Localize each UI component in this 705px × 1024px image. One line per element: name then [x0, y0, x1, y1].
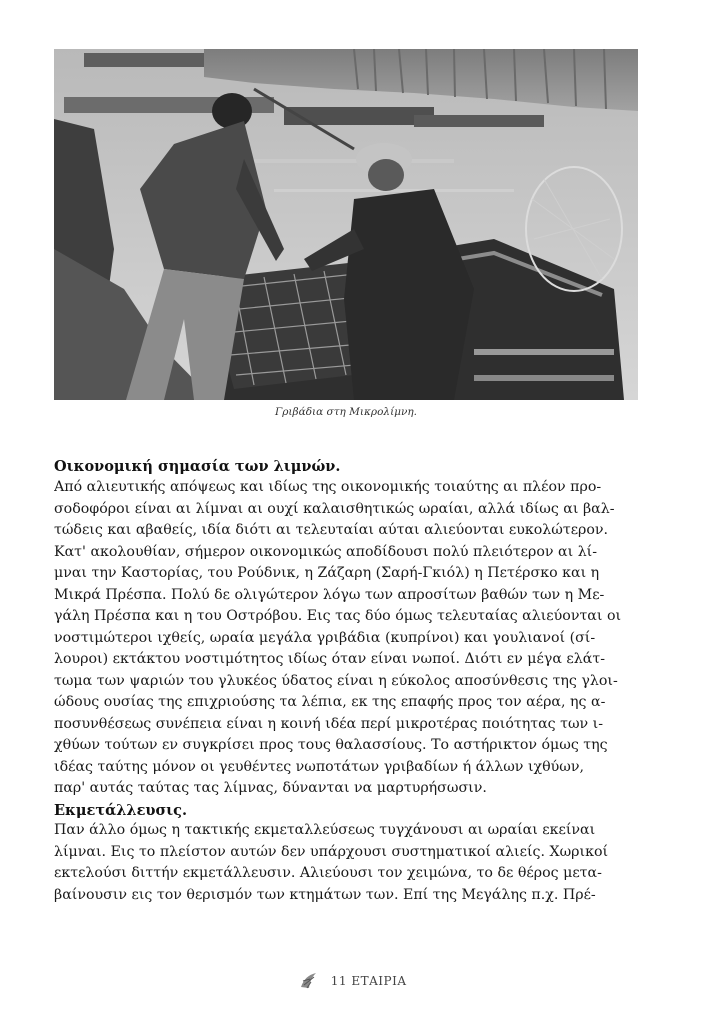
text-line: Παν άλλο όμως η τακτικής εκμεταλλεύσεως τυγχάνουσι αι ωραίαι εκείναι: [54, 822, 596, 838]
text-line: τώδεις και αβαθείς, ιδία διότι αι τελευταίαι αύται αλιεύονται ευκολώτερον.: [54, 522, 609, 538]
text-line: παρ' αυτάς ταύτας τας λίμνας, δύνανται να μαρτυρήσωσιν.: [54, 780, 487, 796]
text-line: Κατ' ακολουθίαν, σήμερον οικονομικώς αποδίδουσι πολύ πλειότερον αι λί-: [54, 543, 598, 560]
text-line: Από αλιευτικής απόψεως και ιδίως της οικονομικής τοιαύτης αι πλέον προ-: [54, 479, 602, 495]
section-body-exploitation: [54, 820, 639, 906]
section-body-economic: [54, 477, 639, 800]
text-line: εκτελούσι διττήν εκμετάλλευσιν. Αλιεύουσι τον χειμώνα, το δε θέρος μετα-: [54, 865, 602, 881]
emblem-icon: [298, 971, 320, 991]
text-line: Μικρά Πρέσπα. Πολύ δε ολιγώτερον λόγω των απροσίτων βαθών των η Με-: [54, 586, 605, 603]
page-footer: [0, 971, 705, 991]
text-line: σοδοφόροι είναι αι λίμναι αι ουχί καλαισθητικώς ωραίαι, αλλά ιδίως αι βαλ-: [54, 500, 615, 517]
text-line: ποσυνθέσεως συνέπεια είναι η κοινή ιδέα περί μικροτέρας ποιότητας των ι-: [54, 715, 604, 732]
footer-text: 11 ΕΤΑΙΡΙΑ: [330, 974, 407, 988]
text-line: νοστιμώτεροι ιχθείς, ωραία μεγάλα γριβάδια (κυπρίνοι) και γουλιανοί (σί-: [54, 629, 596, 646]
text-line: χθύων τούτων εν συγκρίσει προς τους θαλασσίους. Το αστήρικτον όμως της: [54, 737, 608, 753]
text-line: ώδους ουσίας της επιχριούσης τα λέπια, εκ της επαφής προς τον αέρα, ης α-: [54, 694, 606, 710]
fishermen-photo: [54, 49, 638, 400]
text-line: λίμναι. Εις το πλείστον αυτών δεν υπάρχουσι συστηματικοί αλιείς. Χωρικοί: [54, 843, 609, 860]
photo-caption: Γριβάδια στη Μικρολίμνη.: [274, 406, 418, 418]
text-line: τωμα των ψαριών του γλυκέος ύδατος είναι η εύκολος αποσύνθεσις της γλοι-: [54, 672, 618, 689]
text-line: λουροι) εκτάκτου νοστιμότητος ιδίως όταν είναι νωποί. Διότι εν μέγα ελάτ-: [54, 651, 605, 667]
text-line: ιδέας ταύτης μόνον οι γευθέντες νωποτάτων γριβαδίων ή άλλων ιχθύων,: [54, 758, 584, 775]
section-heading-exploitation: Εκμετάλλευσις.: [54, 802, 188, 819]
text-line: βαίνουσιν εις τον θερισμόν των κτημάτων των. Επί της Μεγάλης π.χ. Πρέ-: [54, 886, 596, 903]
text-line: γάλη Πρέσπα και η του Οστρόβου. Εις τας δύο όμως τελευταίας αλιεύονται οι: [54, 608, 622, 624]
section-heading-economic: Οικονομική σημασία των λιμνών.: [54, 458, 341, 475]
text-line: μναι την Καστορίας, του Ρούδνικ, η Ζάζαρη (Σαρή-Γκιόλ) η Πετέρσκο και η: [54, 565, 600, 581]
